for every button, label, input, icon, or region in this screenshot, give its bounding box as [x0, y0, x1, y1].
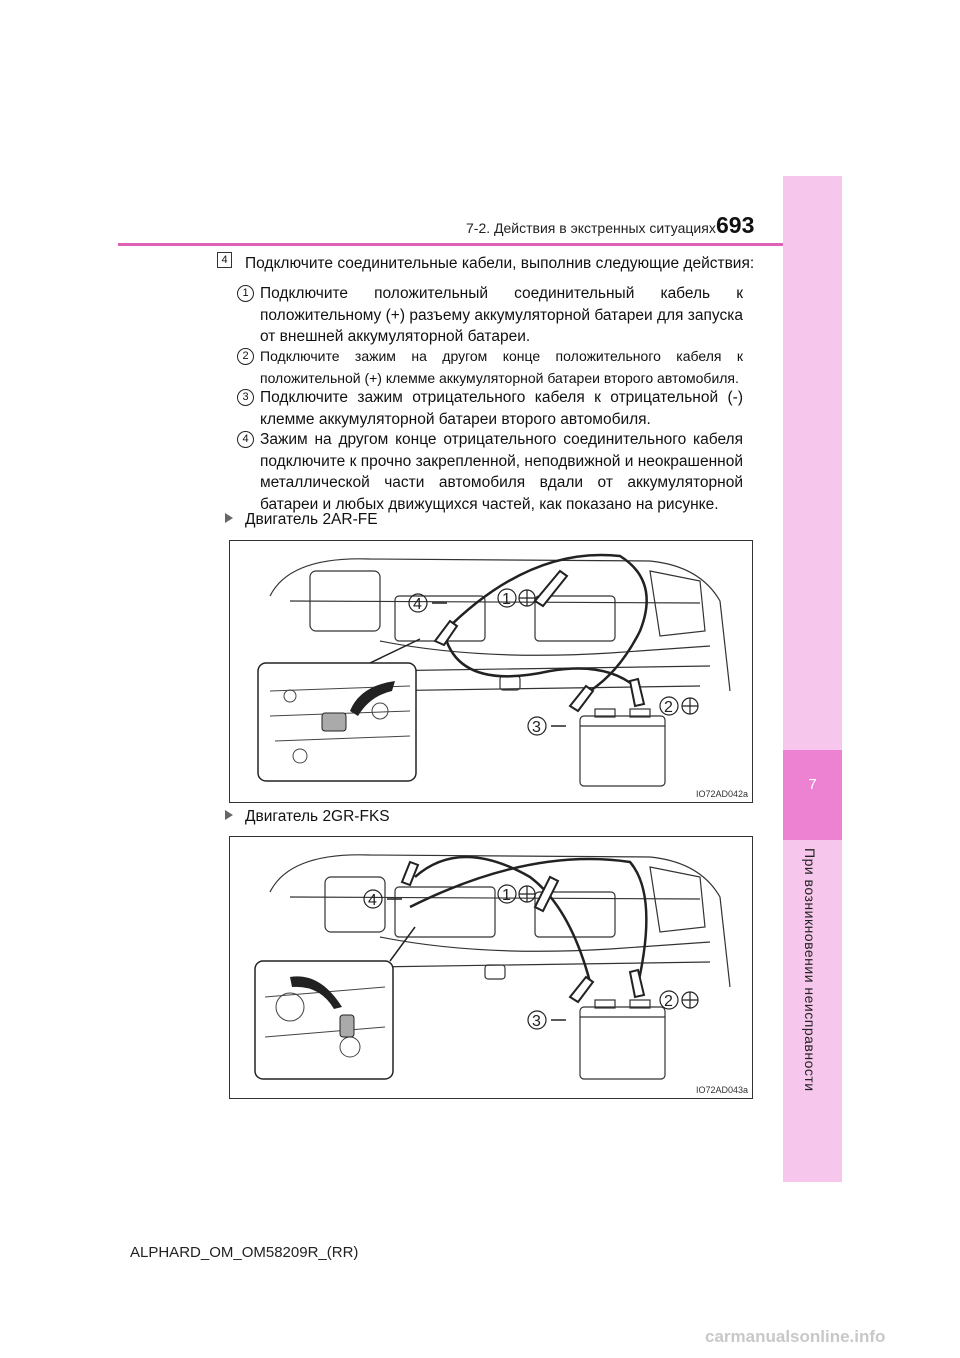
chapter-title: При возникновении неисправности — [802, 848, 818, 1092]
page-number: 693 — [716, 212, 755, 238]
callout-3: 3 — [532, 1013, 541, 1030]
item-text: Зажим на другом конце отрицательного соединительного кабеля подключите к прочно закрепленной, неподвижной и неокрашенной металлической части автомобиля вдали от аккумуляторной батареи и любых движущихся частей, как показано на рисунке. — [260, 431, 743, 513]
item-number: 1 — [237, 285, 254, 302]
engine-bay-drawing — [230, 837, 752, 1098]
callout-1: 1 — [502, 591, 511, 608]
item-number: 3 — [237, 389, 254, 406]
document-id: ALPHARD_OM_OM58209R_(RR) — [130, 1244, 359, 1261]
callout-3: 3 — [532, 719, 541, 736]
item-text: Подключите положительный соединительный кабель к положительному (+) разъему аккумуляторной батареи для запуска от внешней аккумуляторной батареи. — [260, 285, 743, 345]
item-text: Подключите зажим на другом конце положительного кабеля к положительной (+) клемме аккумуляторной батареи второго автомобиля. — [260, 348, 743, 386]
chapter-side-tab-highlight — [783, 750, 842, 840]
item-text: Подключите зажим отрицательного кабеля к отрицательной (-) клемме аккумуляторной батареи второго автомобиля. — [260, 389, 743, 428]
engine-illustration-2gr-fks — [229, 836, 753, 1099]
item-number: 2 — [237, 348, 254, 365]
chapter-number: 7 — [808, 776, 817, 793]
figure-code: IO72AD042a — [695, 789, 748, 799]
engine-illustration-2ar-fe — [229, 540, 753, 803]
step-number-box: 4 — [217, 252, 232, 268]
callout-1: 1 — [502, 887, 511, 904]
section-title: 7-2. Действия в экстренных ситуациях — [466, 220, 716, 236]
step-text: Подключите соединительные кабели, выполнив следующие действия: — [245, 255, 755, 272]
callout-4: 4 — [368, 892, 377, 909]
callout-2: 2 — [664, 993, 673, 1010]
engine-label-2ar-fe: Двигатель 2AR-FE — [225, 511, 378, 529]
triangle-bullet-icon — [225, 513, 233, 523]
item-number: 4 — [237, 431, 254, 448]
engine-bay-drawing — [230, 541, 752, 802]
callout-4: 4 — [413, 596, 422, 613]
triangle-bullet-icon — [225, 810, 233, 820]
figure-code: IO72AD043a — [695, 1085, 748, 1095]
callout-2: 2 — [664, 699, 673, 716]
watermark-text: carmanualsonline.info — [705, 1327, 886, 1346]
header-divider — [118, 243, 783, 246]
engine-label-2gr-fks: Двигатель 2GR-FKS — [225, 808, 390, 826]
